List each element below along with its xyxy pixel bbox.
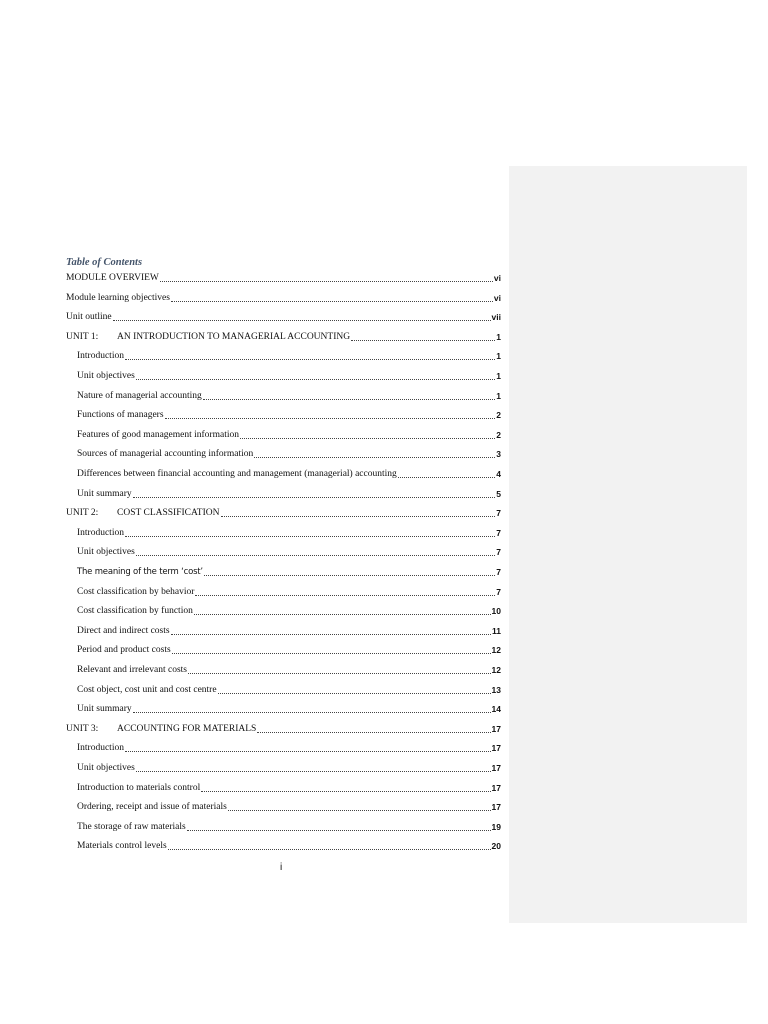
toc-entry-title: Module learning objectives <box>66 292 170 303</box>
dot-leader <box>203 398 496 400</box>
toc-entry-title: Introduction to materials control <box>77 782 201 793</box>
toc-entry-page: 17 <box>491 802 501 813</box>
toc-entry-page: 7 <box>496 527 501 538</box>
dot-leader <box>136 770 491 772</box>
toc-entry[interactable] <box>77 466 501 480</box>
toc-entry-unit: UNIT 3: <box>66 723 99 734</box>
dot-leader <box>133 496 496 498</box>
toc-entry-title: Functions of managers <box>77 410 164 421</box>
toc-entry-page: 17 <box>491 763 501 773</box>
toc-entry-title: Ordering, receipt and issue of materials <box>77 802 227 813</box>
toc-entry[interactable] <box>77 603 501 617</box>
dot-leader <box>188 672 491 674</box>
toc-entry-title: Introduction <box>77 743 124 754</box>
toc-entry-title: Cost classification by behavior <box>77 586 195 597</box>
toc-entry-page: vi <box>493 273 501 283</box>
toc-entry-page: 13 <box>491 684 501 695</box>
toc-entry[interactable] <box>77 838 501 852</box>
toc-entry-unit: UNIT 2: <box>66 508 99 519</box>
toc-entry-page: 1 <box>496 331 501 342</box>
toc-entry-title: The storage of raw materials <box>77 821 186 832</box>
dot-leader <box>254 456 495 458</box>
toc-entry-page: 17 <box>491 782 501 793</box>
toc-entry[interactable] <box>77 760 501 774</box>
dot-leader <box>136 378 495 380</box>
toc-entry-page: 7 <box>496 508 501 519</box>
dot-leader <box>160 280 493 282</box>
toc-entry-page: 1 <box>496 371 501 381</box>
dot-leader <box>113 319 491 321</box>
toc-entry[interactable] <box>77 701 501 715</box>
toc-entry-unit: UNIT 1: <box>66 331 99 342</box>
toc-entry-title: COST CLASSIFICATION <box>117 508 220 519</box>
toc-entry-title: Period and product costs <box>77 645 171 656</box>
toc-entry-title: Introduction <box>77 351 124 362</box>
toc-entry-title: Direct and indirect costs <box>77 625 170 636</box>
dot-leader <box>201 790 490 792</box>
toc-entry-title: Unit objectives <box>77 547 135 558</box>
toc-entry-title: Unit objectives <box>77 371 135 381</box>
toc-entry-page: 19 <box>491 821 501 832</box>
dot-leader <box>171 633 491 635</box>
toc-entry-title: Cost object, cost unit and cost centre <box>77 684 217 695</box>
toc-entry[interactable] <box>66 290 501 304</box>
dot-leader <box>187 829 491 831</box>
dot-leader <box>398 476 495 478</box>
toc-entry[interactable] <box>66 505 501 519</box>
toc-entry-page: 1 <box>496 390 501 401</box>
toc-entry[interactable] <box>77 368 501 382</box>
toc-entry-page: 17 <box>491 723 501 734</box>
dot-leader <box>194 613 491 615</box>
toc-entry[interactable] <box>66 309 501 323</box>
toc-entry-title: Unit summary <box>77 488 132 499</box>
dot-leader <box>204 574 495 576</box>
toc-entry[interactable] <box>77 662 501 676</box>
toc-entry-title: Relevant and irrelevant costs <box>77 665 188 675</box>
toc-entry-page: 4 <box>496 469 501 479</box>
dot-leader <box>218 692 491 694</box>
toc-entry[interactable] <box>77 682 501 696</box>
toc-entry-page: 5 <box>496 488 501 499</box>
toc-entry[interactable] <box>77 584 501 598</box>
toc-entry-page: 14 <box>491 704 501 715</box>
toc-title: Table of Contents <box>66 257 143 268</box>
toc-entry[interactable] <box>66 329 501 343</box>
dot-leader <box>165 417 496 419</box>
toc-entry[interactable] <box>77 348 501 362</box>
toc-entry-title: Materials control levels <box>77 841 167 852</box>
dot-leader <box>195 594 495 596</box>
toc-entry-page: 3 <box>496 449 501 460</box>
toc-entry-title: Nature of managerial accounting <box>77 390 202 401</box>
toc-entry-title: Unit objectives <box>77 763 135 773</box>
dot-leader <box>125 358 495 360</box>
dot-leader <box>221 515 496 517</box>
page-number: i <box>280 862 283 873</box>
dot-leader <box>125 535 495 537</box>
toc-entry[interactable] <box>77 525 501 539</box>
toc-entry-title: Differences between financial accounting and management (managerial) accounting <box>77 469 397 479</box>
toc-entry[interactable] <box>66 721 501 735</box>
dot-leader <box>257 731 490 733</box>
toc-entry-page: 1 <box>496 351 501 362</box>
toc-entry-page: 12 <box>491 645 501 656</box>
toc-entry[interactable] <box>77 799 501 813</box>
toc-entry[interactable] <box>77 780 501 794</box>
toc-entry-page: 11 <box>492 625 501 636</box>
toc-entry[interactable] <box>77 388 501 402</box>
toc-entry-page: 20 <box>491 841 501 852</box>
toc-entry-page: 7 <box>496 567 501 577</box>
table-of-contents <box>66 256 501 852</box>
toc-entry-title: Sources of managerial accounting information <box>77 449 254 460</box>
toc-entry[interactable] <box>77 446 501 460</box>
toc-entry-title: AN INTRODUCTION TO MANAGERIAL ACCOUNTING <box>117 331 351 342</box>
toc-entry[interactable] <box>66 270 501 284</box>
toc-entry-title: The meaning of the term ‘cost’ <box>77 567 203 577</box>
comment-pane <box>509 166 747 923</box>
toc-entry-page: vii <box>491 312 501 323</box>
dot-leader <box>228 809 491 811</box>
toc-entry-title: MODULE OVERVIEW <box>66 273 159 283</box>
dot-leader <box>125 750 491 752</box>
toc-entry-title: Unit outline <box>66 312 112 323</box>
toc-entry-page: 17 <box>491 743 501 754</box>
toc-entry-page: 7 <box>496 547 501 558</box>
toc-entry[interactable] <box>77 642 501 656</box>
dot-leader <box>136 554 495 556</box>
toc-entry-page: 7 <box>496 586 501 597</box>
dot-leader <box>171 300 493 302</box>
toc-entry-page: 12 <box>491 665 501 675</box>
dot-leader <box>240 437 495 439</box>
toc-entry-page: 2 <box>496 429 501 440</box>
toc-entry-page: 2 <box>496 410 501 421</box>
toc-entry-title: Unit summary <box>77 704 132 715</box>
toc-entry-title: Cost classification by function <box>77 606 193 617</box>
toc-entry[interactable] <box>77 407 501 421</box>
dot-leader <box>172 652 491 654</box>
toc-entry-page: 10 <box>491 606 501 617</box>
toc-entry-page: vi <box>493 292 501 303</box>
dot-leader <box>133 711 491 713</box>
toc-entry[interactable] <box>77 819 501 833</box>
toc-entry[interactable] <box>77 486 501 500</box>
toc-entry[interactable] <box>77 564 501 578</box>
dot-leader <box>168 848 491 850</box>
toc-entry[interactable] <box>77 623 501 637</box>
toc-entry[interactable] <box>77 544 501 558</box>
toc-entry-title: Features of good management information <box>77 429 239 440</box>
toc-entry[interactable] <box>77 427 501 441</box>
dot-leader <box>351 339 495 341</box>
toc-entry-title: Introduction <box>77 527 124 538</box>
toc-entry-title: ACCOUNTING FOR MATERIALS <box>117 723 257 734</box>
toc-entry[interactable] <box>77 740 501 754</box>
